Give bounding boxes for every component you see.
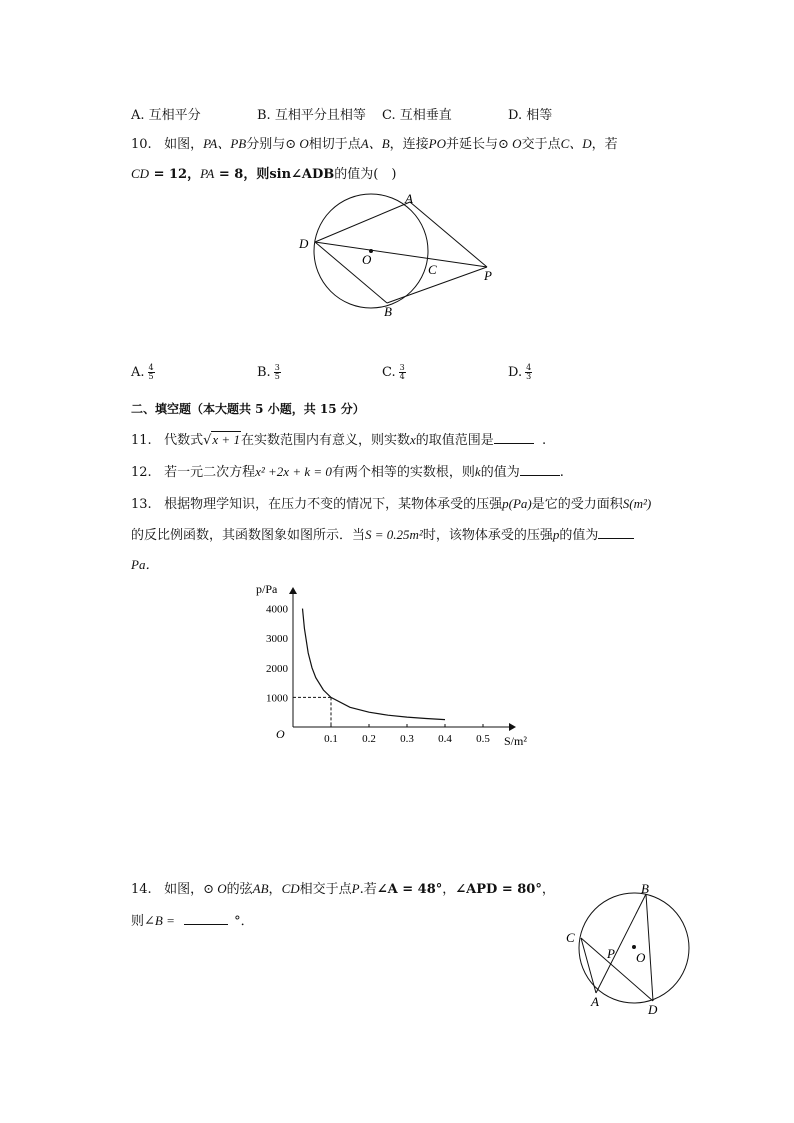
q10-math: ⊙ O: [285, 136, 309, 151]
q13-text: 的值为: [559, 528, 599, 543]
q10-line1: [131, 135, 618, 154]
q10-text: 如图，: [164, 137, 204, 152]
denominator: 3: [526, 372, 532, 381]
q10-math: PO: [428, 136, 447, 151]
q11-text: 代数式: [164, 433, 204, 448]
q14-line1: [131, 880, 555, 899]
q12-text: 的值为: [480, 465, 520, 480]
q14-text: 的弦: [226, 882, 253, 897]
answer-blank[interactable]: [598, 526, 634, 539]
origin-label: O: [276, 727, 285, 741]
q14-math: P: [351, 881, 360, 896]
denominator: 5: [274, 372, 280, 381]
q11-text: 在实数范围内有意义，则实数: [240, 433, 410, 448]
q14-text: 相交于点: [299, 882, 352, 897]
q14-text: .若: [359, 882, 377, 897]
label-b: B: [641, 881, 649, 896]
q14-math: CD: [281, 881, 300, 896]
label-o: O: [362, 252, 372, 267]
fraction: [525, 364, 532, 381]
label-c: C: [428, 262, 437, 277]
x-tick-label: 0.3: [400, 733, 414, 745]
chord-cd: [581, 938, 653, 1001]
q12-text: 有两个相等的实数根，则: [331, 465, 475, 480]
segment-ca: [581, 938, 596, 993]
q10-math: CD: [131, 166, 150, 181]
q10-text: 并延长与: [446, 137, 499, 152]
q10-option-d: [508, 364, 532, 381]
q14-math: AB: [252, 881, 269, 896]
q13-text: 根据物理学知识，在压力不变的情况下，某物体承受的压强: [164, 497, 503, 512]
segment-pb: [387, 267, 487, 303]
fraction: [148, 364, 155, 381]
q10-math: PA: [200, 166, 215, 181]
q10-line2: [131, 165, 396, 184]
q14-figure: [560, 878, 700, 1018]
label-a: A: [591, 994, 599, 1009]
numerator: 3: [274, 363, 280, 372]
q13-math: p: [552, 527, 560, 542]
q14-math: ∠A = 48°: [376, 882, 443, 897]
q10-math: = 8，则: [214, 167, 270, 182]
x-axis-label: S/m²: [504, 734, 527, 748]
x-tick-label: 0.1: [324, 733, 338, 745]
q10-math: C、D: [560, 136, 592, 151]
segment-da: [315, 202, 410, 242]
q10-text: ，连接: [389, 137, 429, 152]
q10-option-b: [257, 364, 281, 381]
q10-text: 的值为( ): [334, 167, 397, 182]
q12-line: [131, 463, 564, 482]
question-number: 11.: [131, 433, 152, 448]
q14-text: ，: [442, 882, 456, 897]
q12-equation: x² +2x + k = 0: [255, 464, 332, 479]
q13-math: S(m²): [622, 496, 652, 511]
q9-option-a: A. 互相平分: [131, 108, 201, 123]
q9-option-b: B. 互相平分且相等: [257, 108, 366, 123]
chord-ab: [596, 894, 646, 993]
y-tick-label: 2000: [266, 662, 288, 675]
q11-var: x: [409, 432, 416, 447]
q10-math: sin∠ADB: [269, 167, 335, 182]
q9-option-c: C. 互相垂直: [382, 108, 452, 123]
q10-text: ，若: [591, 137, 618, 152]
q11-text: 的取值范围是: [415, 433, 494, 448]
q13-math: p(Pa): [502, 496, 532, 511]
q10-text: 分别与: [246, 137, 286, 152]
label-p: P: [484, 268, 492, 283]
answer-blank[interactable]: [184, 912, 228, 925]
q11-line: 11. 代数式√x + 1在实数范围内有意义，则实数x的取值范围是 .: [131, 432, 547, 448]
q12-end: .: [559, 465, 564, 480]
q13-text: 是它的受力面积: [531, 497, 623, 512]
q12-var: k: [474, 464, 481, 479]
label-d: D: [648, 1002, 658, 1017]
label-o: O: [636, 950, 646, 965]
q10-option-c: [382, 364, 406, 381]
question-number: 13.: [131, 497, 152, 512]
fraction: [274, 364, 281, 381]
y-tick-label: 1000: [266, 692, 288, 705]
q14-math: ∠APD = 80°: [455, 882, 542, 897]
option-letter: D.: [508, 365, 523, 380]
q12-text: 若一元二次方程: [164, 465, 256, 480]
option-letter: A.: [131, 365, 145, 380]
pressure-area-chart: [250, 580, 550, 755]
q13-line3: Pa．: [131, 557, 159, 572]
fraction: [399, 364, 406, 381]
q10-text: 交于点: [521, 137, 561, 152]
option-letter: B.: [257, 365, 271, 380]
q13-line1: [131, 495, 651, 514]
question-number: 10.: [131, 137, 152, 152]
q14-math: ∠B =: [144, 913, 179, 928]
q14-text: ，: [268, 882, 282, 897]
q14-text: 如图，: [164, 882, 204, 897]
section-title: 二、填空题（本大题共 5 小题，共 15 分）: [131, 402, 365, 416]
answer-blank[interactable]: [520, 463, 560, 476]
sqrt-content: x + 1: [212, 432, 240, 447]
q14-line2: [131, 912, 254, 931]
q10-figure: [290, 188, 510, 323]
question-number: 12.: [131, 465, 152, 480]
question-number: 14.: [131, 882, 152, 897]
q14-math: ⊙ O: [203, 881, 227, 896]
label-b: B: [384, 304, 392, 319]
option-letter: C.: [382, 365, 396, 380]
q10-text: 相切于点: [308, 137, 361, 152]
label-a: A: [405, 191, 413, 206]
center-point: [632, 945, 636, 949]
x-tick-label: 0.2: [362, 733, 376, 745]
denominator: 4: [399, 372, 405, 381]
q10-math: PA、PB: [203, 136, 247, 151]
curve-series: [303, 609, 446, 720]
x-tick-label: 0.4: [438, 733, 452, 745]
segment-bd: [646, 894, 653, 1001]
q10-math: ⊙ O: [498, 136, 522, 151]
q13-line2: [131, 526, 634, 545]
q13-text: 时，该物体承受的压强: [422, 528, 553, 543]
label-c: C: [566, 930, 575, 945]
numerator: 3: [399, 363, 405, 372]
numerator: 4: [148, 363, 154, 372]
q13-math: S = 0.25m²: [365, 527, 423, 542]
q10-math: = 12，: [149, 167, 201, 182]
q14-text: °．: [234, 914, 254, 929]
label-p: P: [607, 946, 615, 961]
x-tick-label: 0.5: [476, 733, 490, 745]
q14-text: ，: [541, 882, 555, 897]
numerator: 4: [526, 363, 532, 372]
y-tick-label: 4000: [266, 603, 288, 616]
answer-blank[interactable]: [494, 431, 534, 444]
q10-math: A、B: [360, 136, 390, 151]
q11-end: .: [542, 433, 547, 448]
y-tick-label: 3000: [266, 633, 288, 646]
label-d: D: [299, 236, 309, 251]
q13-text: 的反比例函数，其函数图象如图所示．当: [131, 528, 366, 543]
y-axis-label: p/Pa: [256, 582, 278, 596]
q9-option-d: D. 相等: [508, 108, 553, 123]
q14-text: 则: [131, 914, 145, 929]
q10-option-a: [131, 364, 155, 381]
denominator: 5: [148, 372, 154, 381]
